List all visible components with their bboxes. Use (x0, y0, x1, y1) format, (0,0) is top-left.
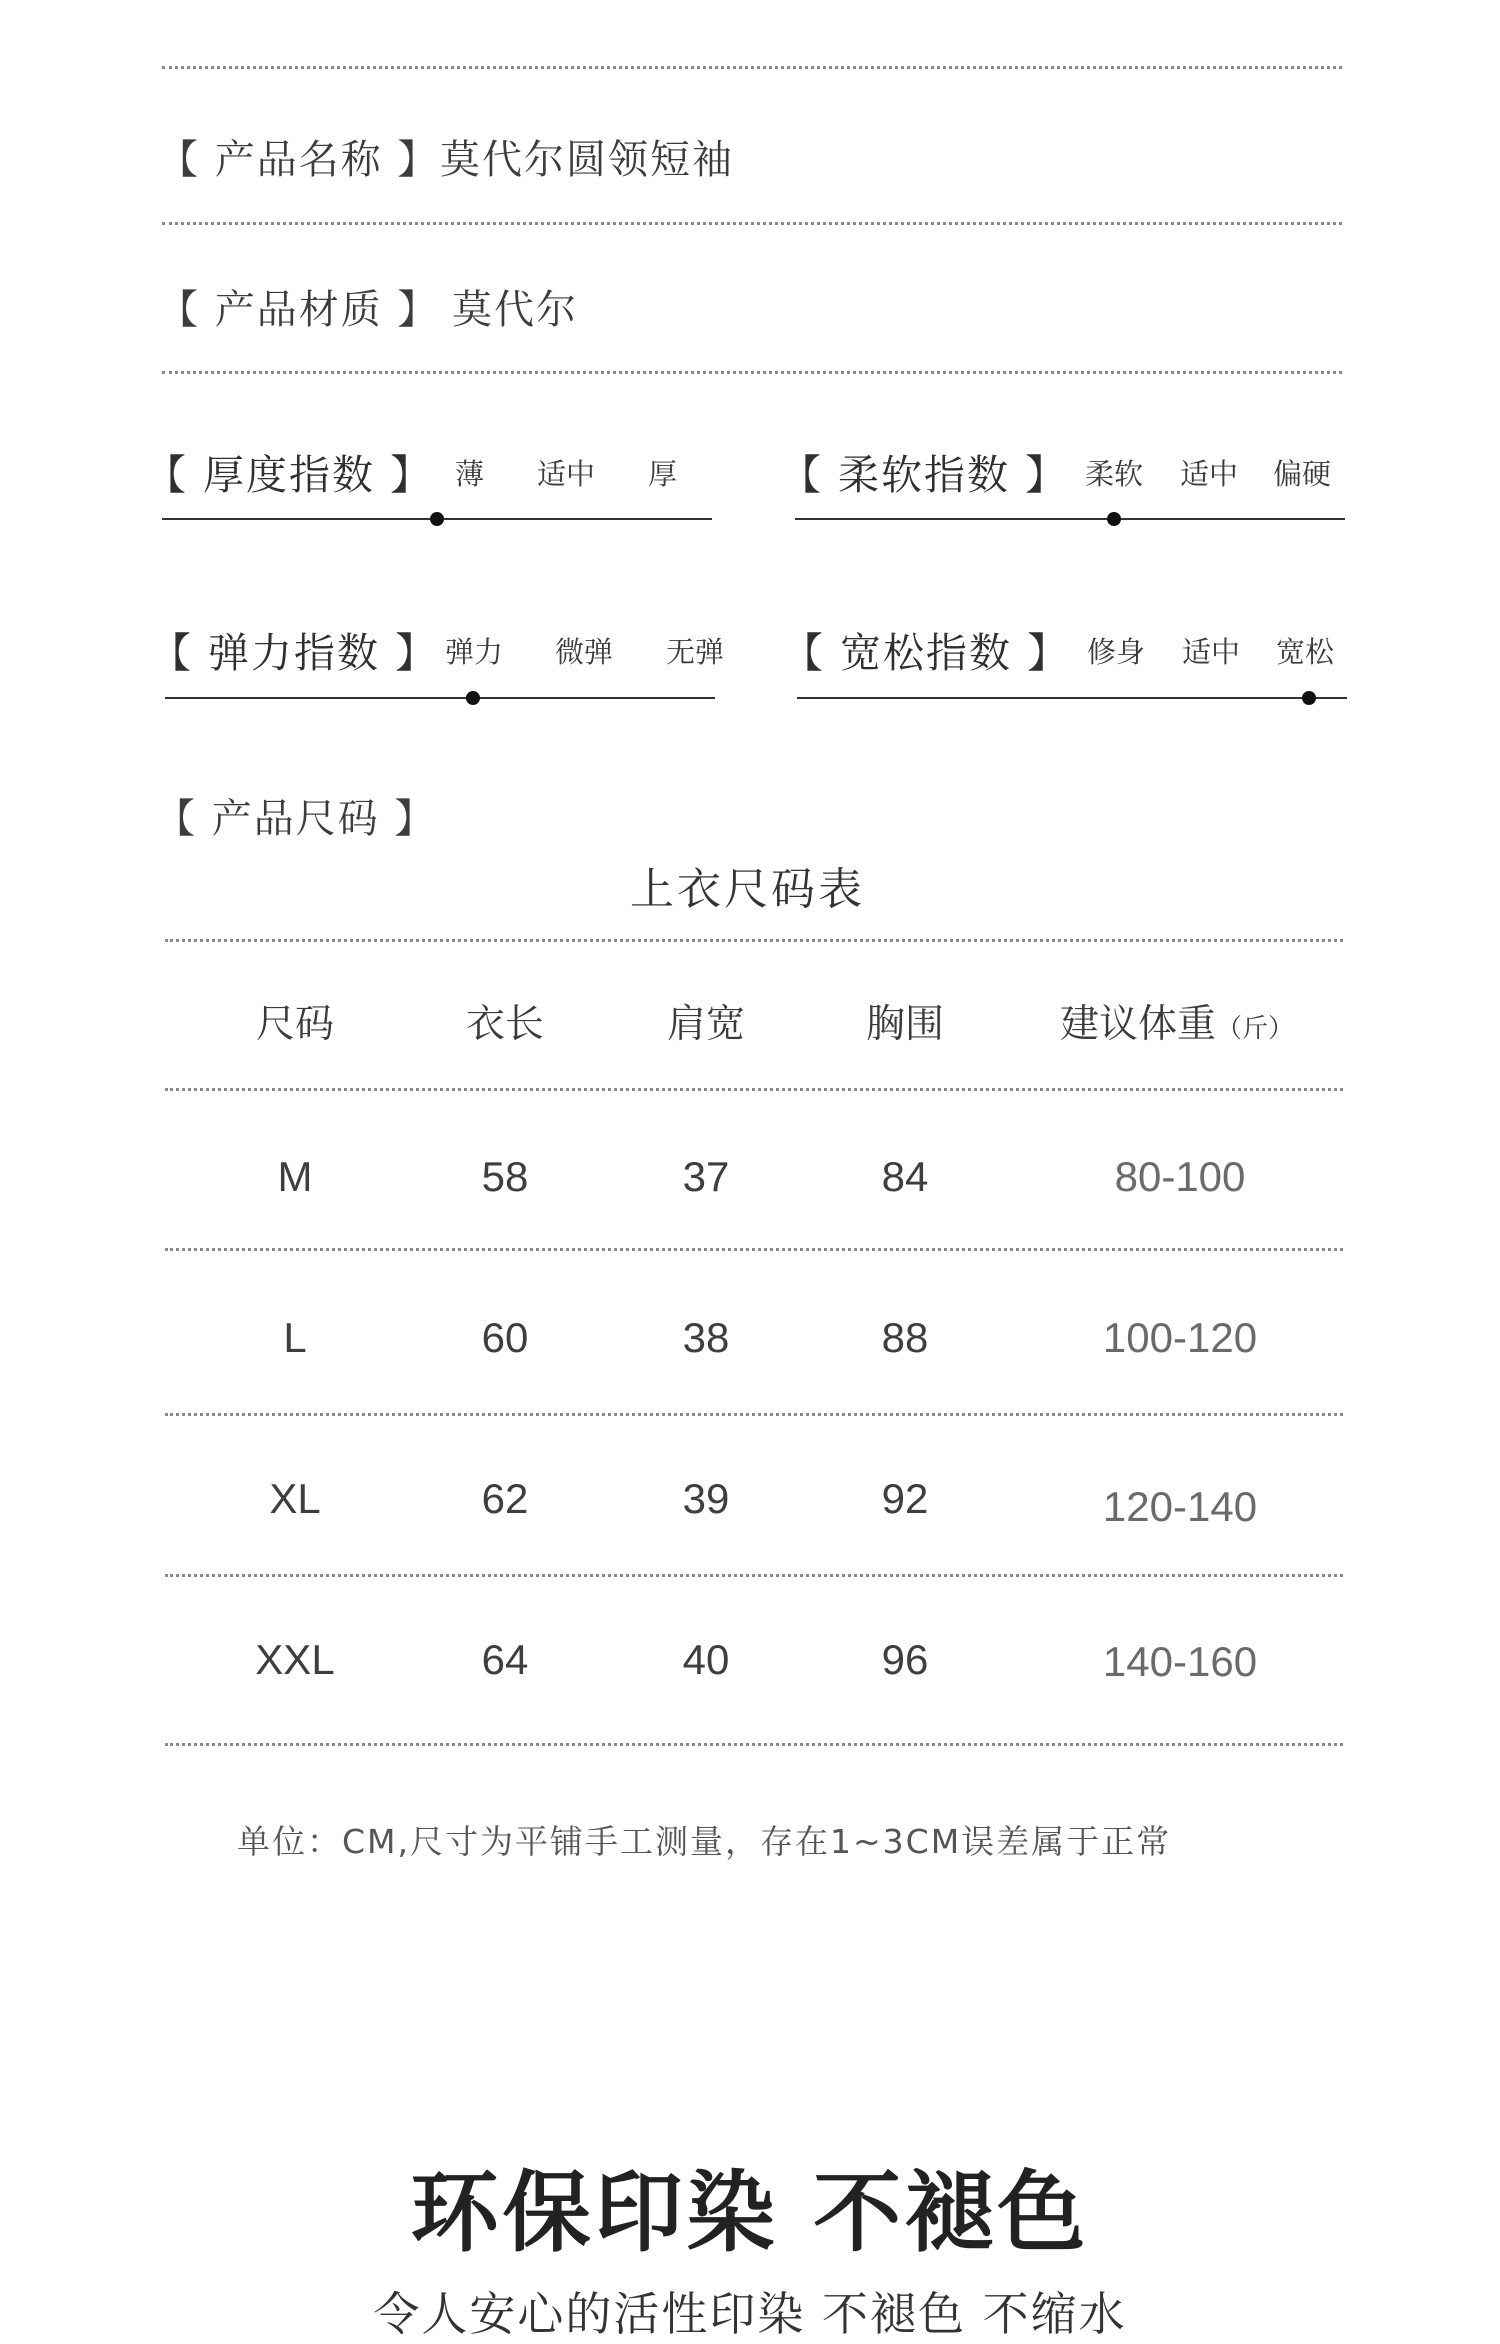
elasticity-option: 微弹 (555, 635, 614, 669)
thickness-option: 薄 (455, 457, 485, 491)
softness-option: 柔软 (1085, 457, 1144, 491)
cell-length: 58 (481, 1153, 529, 1200)
promo-title: 环保印染 不褪色 (410, 2161, 1090, 2264)
product-size-label: 【 产品尺码 】 (155, 796, 437, 842)
softness-level-dot (1107, 512, 1121, 526)
fit-option: 宽松 (1276, 635, 1335, 669)
cell-size: L (283, 1314, 307, 1361)
cell-size: XXL (255, 1636, 335, 1683)
thickness-option: 适中 (537, 457, 596, 491)
elasticity-option: 无弹 (666, 635, 725, 669)
divider (165, 1743, 1343, 1746)
header-shoulder: 肩宽 (666, 1002, 745, 1047)
softness-option: 偏硬 (1273, 457, 1332, 491)
cell-weight: 120-140 (1102, 1483, 1258, 1530)
fit-option: 适中 (1182, 635, 1241, 669)
promo-subtitle: 令人安心的活性印染 不褪色 不缩水 (373, 2287, 1127, 2341)
elasticity-option: 弹力 (445, 635, 504, 669)
fit-index-label: 【 宽松指数 】 (782, 629, 1071, 677)
product-name-label: 【 产品名称 】 (158, 137, 440, 183)
header-size: 尺码 (255, 1002, 334, 1047)
elasticity-index-label: 【 弹力指数 】 (150, 629, 439, 677)
cell-weight: 80-100 (1114, 1153, 1246, 1200)
product-name-value: 莫代尔圆领短袖 (440, 137, 734, 183)
cell-shoulder: 37 (682, 1153, 730, 1200)
cell-chest: 92 (881, 1475, 929, 1522)
product-material-label: 【 产品材质 】 (158, 287, 440, 333)
header-weight-unit: （斤） (1216, 1014, 1295, 1044)
cell-size: M (277, 1153, 313, 1200)
cell-shoulder: 38 (682, 1314, 730, 1361)
fit-option: 修身 (1087, 635, 1146, 669)
cell-shoulder: 39 (682, 1475, 730, 1522)
cell-weight: 100-120 (1102, 1314, 1258, 1361)
elasticity-level-dot (466, 691, 480, 705)
cell-chest: 96 (881, 1636, 929, 1683)
header-chest: 胸围 (865, 1002, 944, 1047)
elasticity-track (165, 697, 715, 699)
divider (165, 1413, 1343, 1416)
divider (162, 371, 1342, 374)
divider (165, 1088, 1343, 1091)
fit-track (797, 697, 1347, 699)
divider (165, 939, 1343, 942)
cell-length: 60 (481, 1314, 529, 1361)
cell-length: 62 (481, 1475, 529, 1522)
header-length: 衣长 (465, 1002, 544, 1047)
cell-shoulder: 40 (682, 1636, 730, 1683)
cell-size: XL (269, 1475, 321, 1522)
cell-length: 64 (481, 1636, 529, 1683)
divider (165, 1248, 1343, 1251)
softness-option: 适中 (1180, 457, 1239, 491)
header-weight-label: 建议体重 (1060, 1002, 1217, 1047)
softness-index-label: 【 柔软指数 】 (780, 451, 1069, 499)
size-table-title: 上衣尺码表 (630, 864, 865, 915)
softness-track (795, 518, 1345, 520)
divider (162, 222, 1342, 225)
cell-weight: 140-160 (1102, 1638, 1258, 1685)
thickness-option: 厚 (648, 457, 678, 491)
fit-level-dot (1302, 691, 1316, 705)
thickness-level-dot (430, 512, 444, 526)
header-weight (1060, 993, 1294, 1049)
divider (162, 66, 1342, 69)
cell-chest: 84 (881, 1153, 929, 1200)
product-material-value: 莫代尔 (452, 287, 578, 333)
cell-chest: 88 (881, 1314, 929, 1361)
size-note: 单位：CM,尺寸为平铺手工测量，存在1~3CM误差属于正常 (237, 1822, 1172, 1861)
divider (165, 1574, 1343, 1577)
thickness-index-label: 【 厚度指数 】 (145, 451, 434, 499)
